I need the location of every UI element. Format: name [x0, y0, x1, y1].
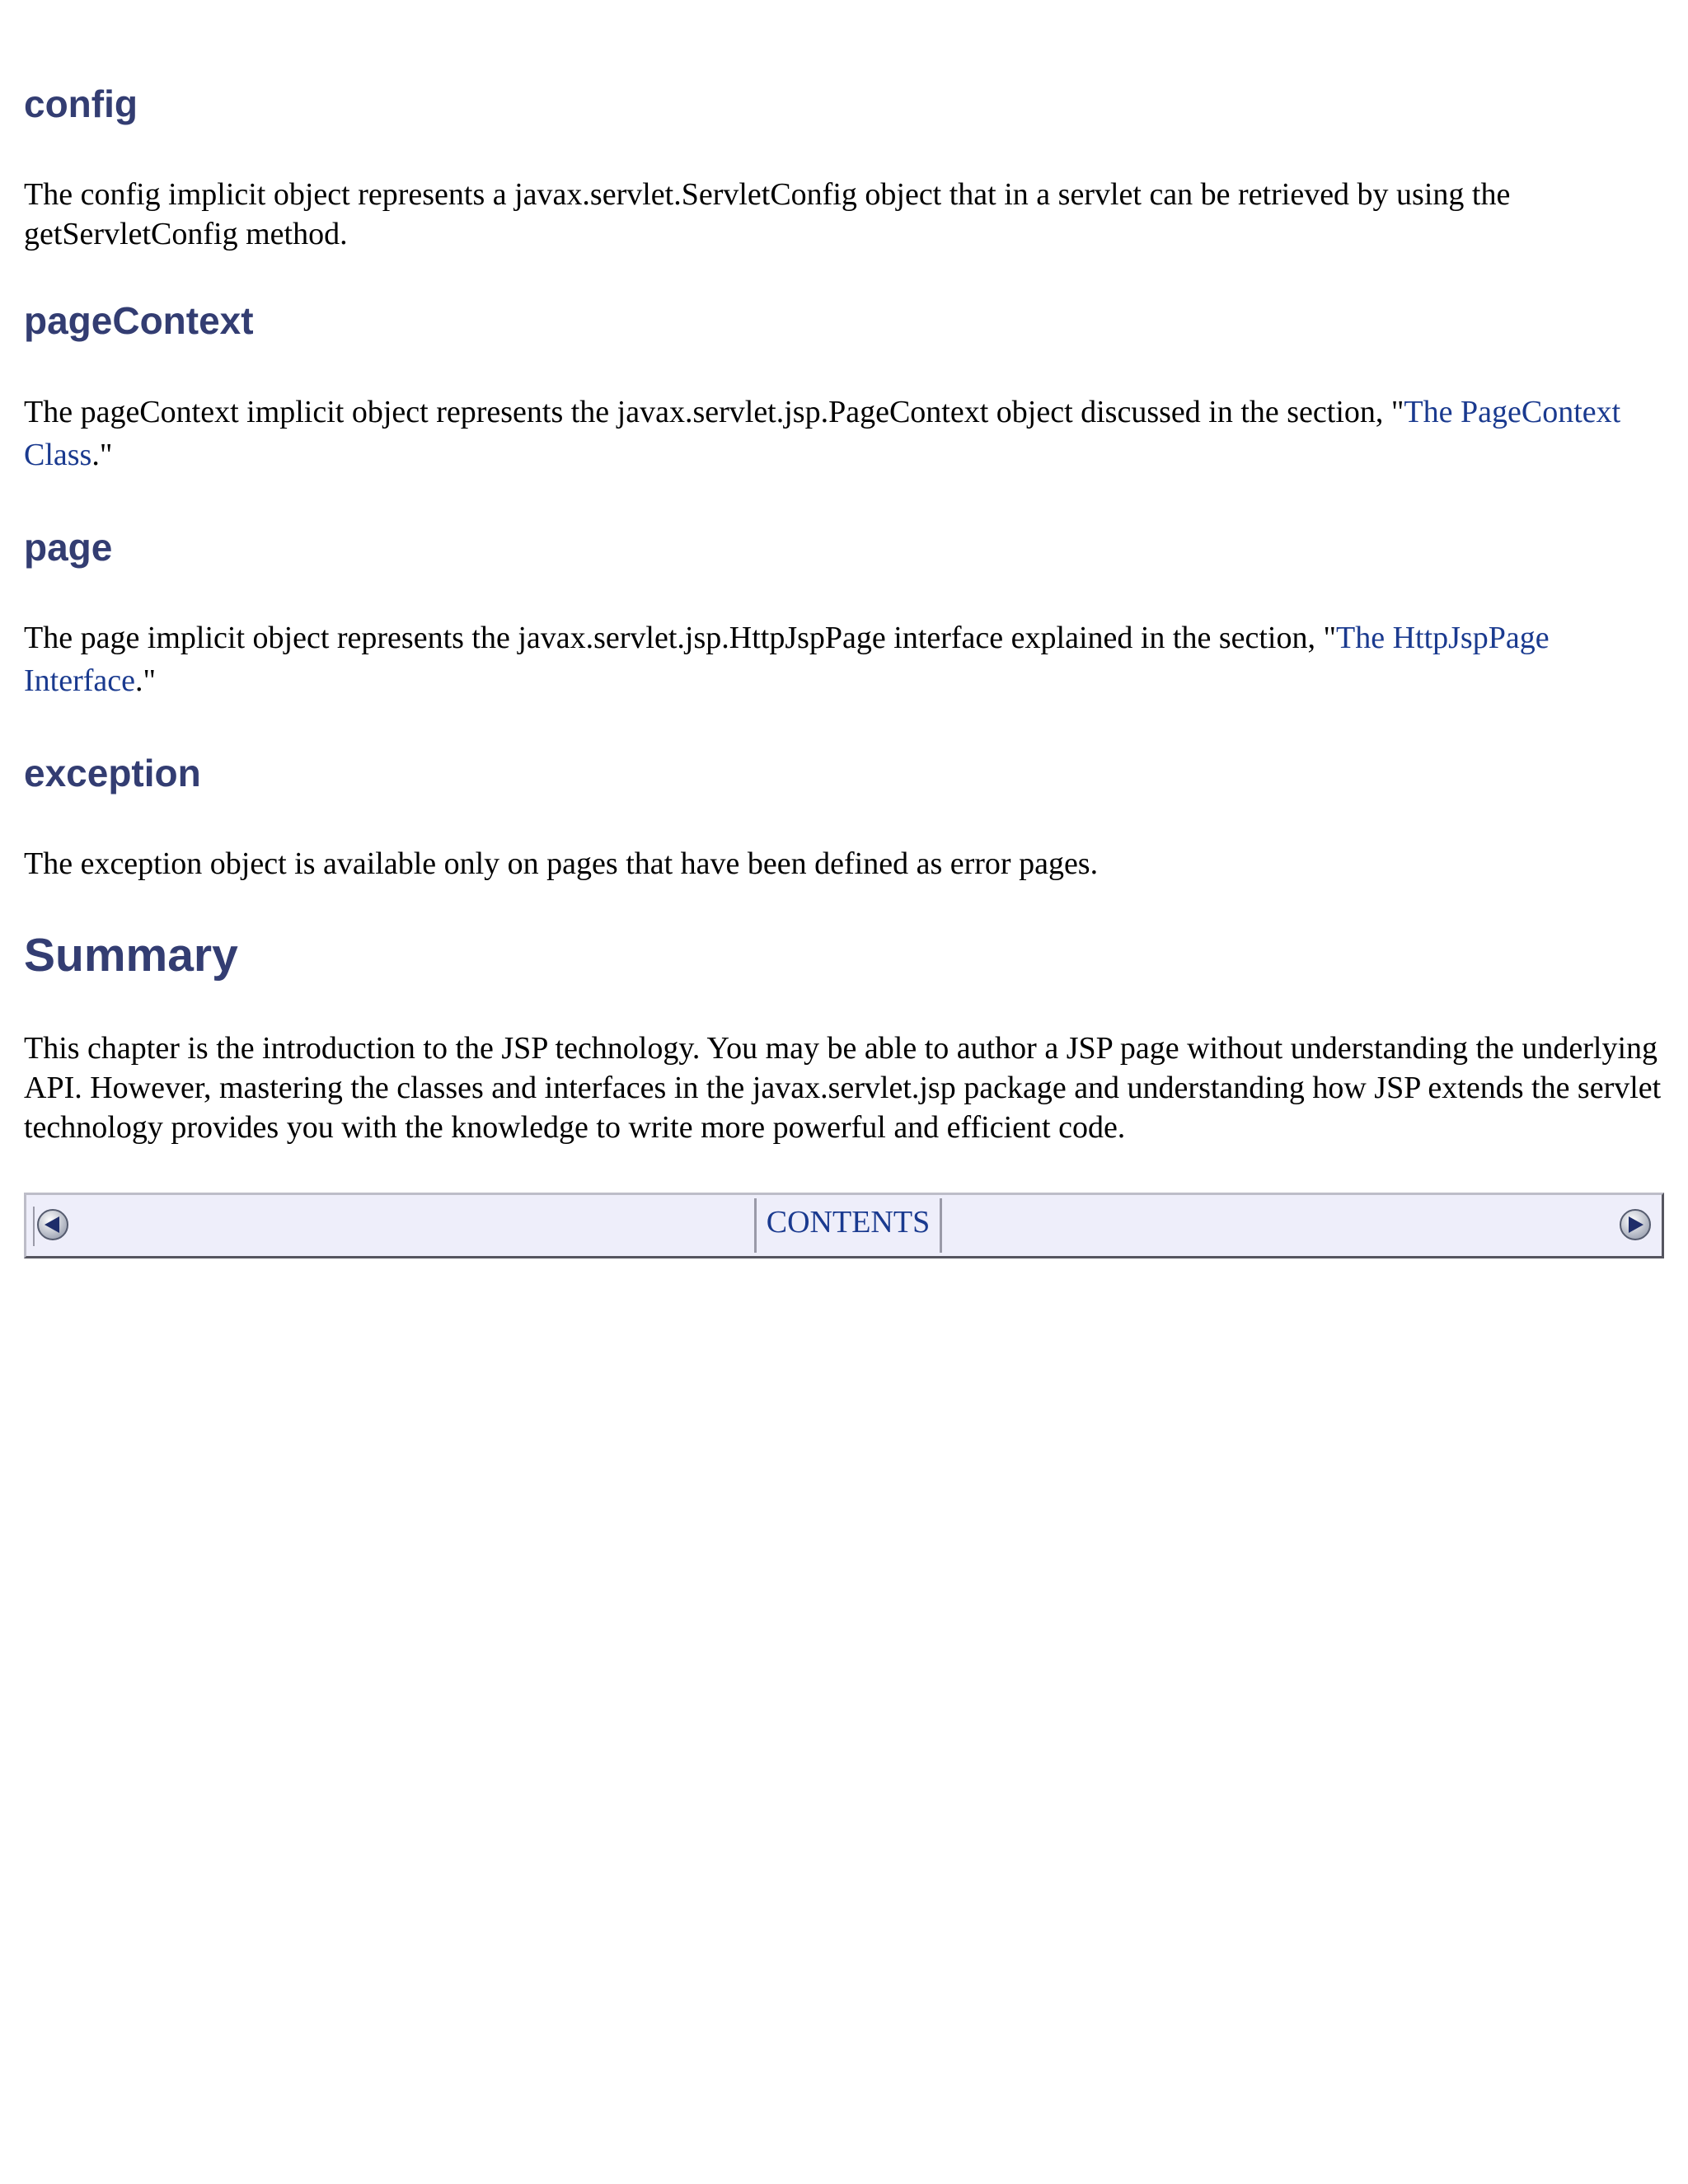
arrow-left-circle-icon: [36, 1207, 69, 1243]
paragraph-page: [24, 616, 1664, 702]
paragraph-page-text: The page implicit object represents the javax.servlet.jsp.HttpJspPage interface explained in the section, ": [24, 621, 1336, 655]
arrow-right-circle-icon: [1619, 1207, 1652, 1243]
navigation-bar: [24, 1193, 1664, 1258]
paragraph-exception: The exception object is available only on pages that have been defined as error pages.: [24, 846, 1099, 881]
next-page-button[interactable]: [1619, 1207, 1655, 1246]
heading-pagecontext: pageContext: [24, 299, 254, 342]
heading-summary: Summary: [24, 929, 238, 982]
link-pagecontext-class[interactable]: The PageContext Class: [24, 395, 1621, 472]
paragraph-page-tail: .": [135, 663, 157, 698]
paragraph-summary: This chapter is the introduction to the JSP technology. You may be able to author a JSP page without understanding the underlying API. However, mastering the classes and interfaces in the javax.servlet.jsp package and understanding how JSP extends the servlet technology provides you with the knowledge to write more powerful and efficient code.: [24, 1031, 1662, 1145]
link-httpjsppage-interface[interactable]: The HttpJspPage Interface: [24, 621, 1550, 698]
heading-exception: exception: [24, 752, 201, 794]
heading-page: page: [24, 526, 113, 569]
contents-link[interactable]: CONTENTS: [766, 1205, 931, 1240]
paragraph-pagecontext: [24, 391, 1664, 476]
heading-config: config: [24, 82, 138, 125]
contents-cell: [754, 1198, 942, 1253]
paragraph-pagecontext-text: The pageContext implicit object represents the javax.servlet.jsp.PageContext object discussed in the section, ": [24, 395, 1404, 429]
paragraph-config: The config implicit object represents a javax.servlet.ServletConfig object that in a servlet can be retrieved by using the getServletConfig method.: [24, 177, 1511, 251]
paragraph-pagecontext-tail: .": [91, 438, 113, 472]
previous-page-button[interactable]: [33, 1207, 69, 1246]
